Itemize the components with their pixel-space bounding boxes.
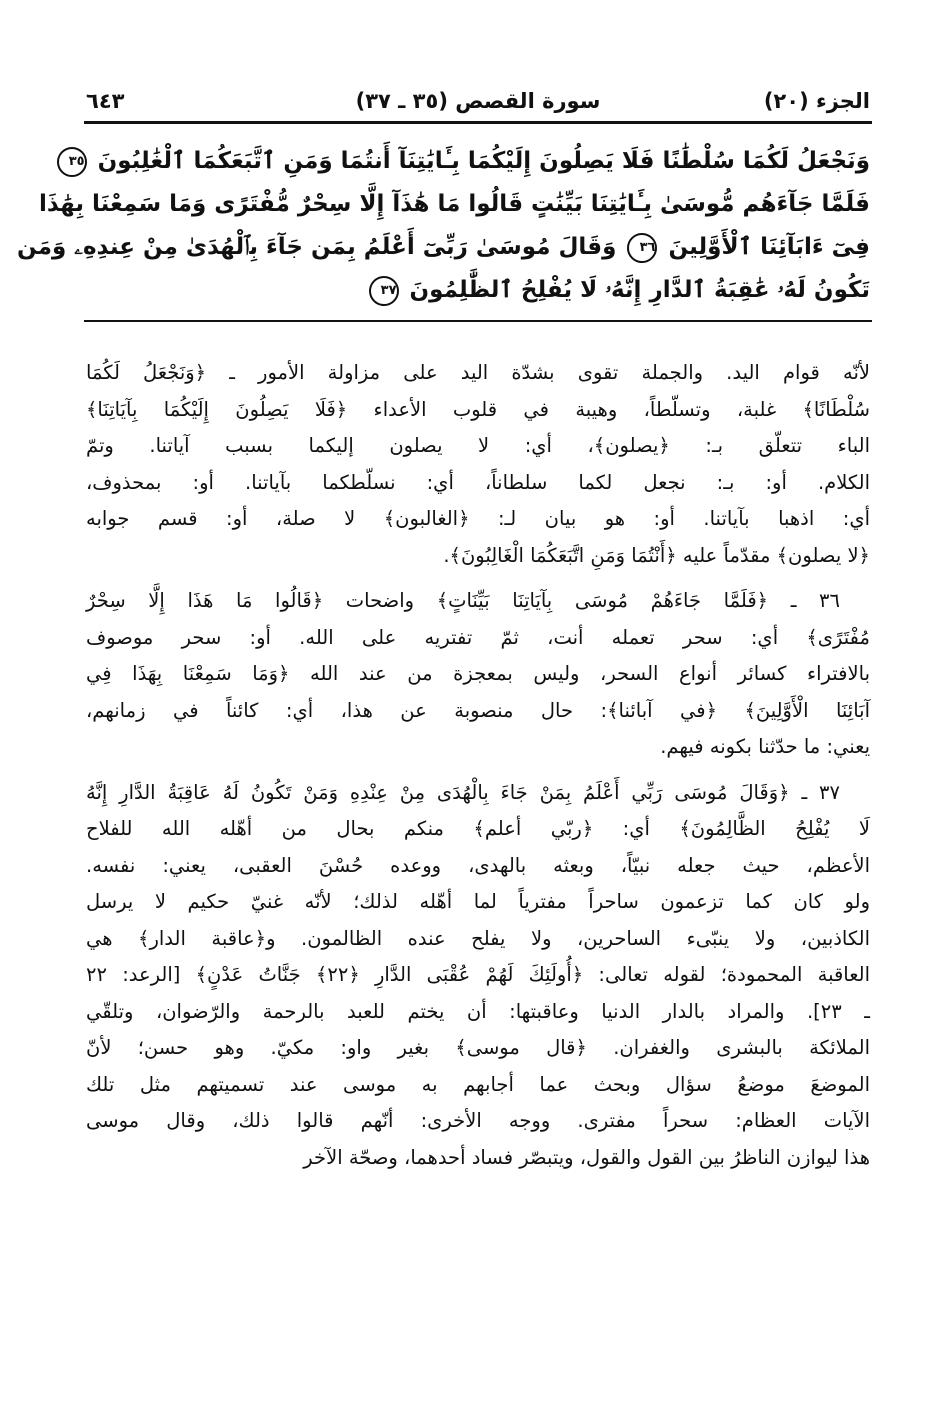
verse-text: فِىٓ ءَابَآئِنَا ٱلْأَوَّلِينَ bbox=[668, 234, 870, 260]
commentary-line: الملائكة بالبشرى والغفران. ﴿قال موسى﴾ بغير واو: مكيّ. وهو حسن؛ لأنّ bbox=[86, 1036, 870, 1059]
verse-text: وَقَالَ مُوسَىٰ رَبِّىٓ أَعْلَمُ بِمَن جَآءَ بِٱلْهُدَىٰ مِنْ عِندِهِۦ وَمَن bbox=[17, 234, 617, 260]
ayah-number-marker: ٣٥ bbox=[57, 147, 87, 177]
commentary-paragraph bbox=[86, 583, 870, 766]
commentary-line: الكلام. أو: بـ: نجعل لكما سلطاناً، أي: نسلّطكما بآياتنا. أو: بمحذوف، bbox=[86, 470, 870, 494]
commentary-paragraph bbox=[86, 775, 870, 1177]
commentary-line: الآيات العظام: سحراً مفترى. ووجه الأخرى: أنّهم قالوا ذلك، وقال موسى bbox=[86, 1109, 870, 1132]
commentary-line: لَا يُفْلِحُ الظَّالِمُونَ﴾ أي: ﴿ربّي أعلم﴾ منكم بحال من أهّله الله للفلاح bbox=[86, 817, 870, 840]
verse-text: وَنَجْعَلُ لَكُمَا سُلْطَٰنًا فَلَا يَصِلُونَ إِلَيْكُمَا بِـَٔايَٰتِنَآ أَنتُمَا وَمَنِ ٱتَّبَعَكُمَا ٱلْغَٰلِبُونَ bbox=[97, 148, 870, 174]
commentary bbox=[86, 355, 870, 1185]
commentary-line: بالافتراء كسائر أنواع السحر، وليس بمعجزة من عند الله ﴿وَمَا سَمِعْنَا بِهَذَا فِي bbox=[86, 662, 870, 685]
commentary-line: سُلْطَانًا﴾ غلبة، وتسلّطاً، وهيبة في قلوب الأعداء ﴿فَلَا يَصِلُونَ إِلَيْكُمَا بِآيَاتِنَا﴾ bbox=[86, 397, 870, 421]
quran-verses bbox=[17, 140, 870, 312]
commentary-line: ٣٦ ـ ﴿فَلَمَّا جَاءَهُمْ مُوسَى بِآيَاتِنَا بَيِّنَاتٍ﴾ واضحات ﴿قَالُوا مَا هَذَا إِلَّا سِحْرٌ bbox=[86, 589, 840, 612]
verse-line bbox=[86, 269, 870, 312]
commentary-line: الباء تتعلّق بـ: ﴿يصلون﴾، أي: لا يصلون إليكما بسبب آياتنا. وتمّ bbox=[86, 434, 870, 457]
header-divider bbox=[84, 121, 872, 124]
commentary-line: يعني: ما حدّثنا بكونه فيهم. bbox=[660, 735, 870, 758]
commentary-line: آبَائِنَا الْأَوَّلِينَ﴾ ﴿في آبائنا﴾: حال منصوبة عن هذا، أي: كائناً في زمانهم، bbox=[86, 698, 870, 722]
ayah-number-marker: ٣٦ bbox=[627, 233, 657, 263]
commentary-line: أي: اذهبا بآياتنا. أو: هو بيان لـ: ﴿الغالبون﴾ لا صلة، أو: قسم جوابه bbox=[86, 507, 870, 530]
page-number: ٦٤٣ bbox=[86, 89, 125, 113]
commentary-line: لأنّه قوام اليد. والجملة تقوى بشدّة اليد على مزاولة الأمور ـ ﴿وَنَجْعَلُ لَكُمَا bbox=[86, 361, 870, 384]
juz-label: الجزء (٢٠) bbox=[763, 89, 870, 113]
verse-line bbox=[68, 140, 870, 183]
verse-text: تَكُونُ لَهُۥ عَٰقِبَةُ ٱلدَّارِ إِنَّهُۥ لَا يُفْلِحُ ٱلظَّٰلِمُونَ bbox=[409, 277, 870, 303]
verse-line bbox=[39, 183, 870, 226]
page-header bbox=[86, 84, 870, 118]
commentary-line: ﴿لا يصلون﴾ مقدّماً عليه ﴿أَنْتُمَا وَمَنِ اتَّبَعَكُمَا الْغَالِبُونَ﴾. bbox=[443, 543, 870, 567]
commentary-line: هذا ليوازن الناظرُ بين القول والقول، ويتبصّر فساد أحدهما، وصحّة الآخر bbox=[303, 1145, 870, 1169]
commentary-line: مُفْتَرًى﴾ أي: سحر تعمله أنت، ثمّ تفتريه على الله. أو: سحر موصوف bbox=[86, 625, 870, 649]
commentary-line: ولو كان كما تزعمون ساحراً مفترياً لما أهّله لذلك؛ لأنّه غنيّ حكيم لا يرسل bbox=[86, 890, 870, 913]
commentary-line: الموضعَ موضعُ سؤال وبحث عما أجابهم به موسى عند تسميتهم مثل تلك bbox=[86, 1072, 870, 1096]
commentary-line: ـ ٢٣]. والمراد بالدار الدنيا وعاقبتها: أن يختم للعبد بالرحمة والرّضوان، وتلقّي bbox=[86, 999, 870, 1023]
commentary-line: ٣٧ ـ ﴿وَقَالَ مُوسَى رَبِّي أَعْلَمُ بِمَنْ جَاءَ بِالْهُدَى مِنْ عِنْدِهِ وَمَنْ تَكُونُ لَهُ عَاقِبَةُ الدَّارِ إِنَّهُ bbox=[86, 780, 840, 804]
commentary-line: العاقبة المحمودة؛ لقوله تعالى: ﴿أُولَئِكَ لَهُمْ عُقْبَى الدَّارِ ﴿٢٢﴾ جَنَّاتُ عَدْنٍ﴾ [الرعد: ٢٢ bbox=[86, 963, 870, 986]
commentary-line: الأعظم، حيث جعله نبيّاً، وبعثه بالهدى، ووعده حُسْنَ العقبى، يعني: نفسه. bbox=[86, 853, 870, 877]
ayah-number-marker: ٣٧ bbox=[369, 276, 399, 306]
verse-text: فَلَمَّا جَآءَهُم مُّوسَىٰ بِـَٔايَٰتِنَا بَيِّنَٰتٍ قَالُوا مَا هَٰذَآ إِلَّا سِحْرٌ مُّفْتَرًى وَمَا سَمِعْنَا بِهَٰذَا bbox=[39, 191, 870, 217]
verses-divider bbox=[84, 320, 872, 322]
surah-title: سورة القصص (٣٥ ـ ٣٧) bbox=[355, 89, 601, 113]
commentary-paragraph bbox=[86, 355, 870, 574]
verse-line bbox=[17, 226, 870, 269]
commentary-line: الكاذبين، ولا ينبّىء الساحرين، ولا يفلح عنده الظالمون. و﴿عاقبة الدار﴾ هي bbox=[86, 926, 870, 950]
